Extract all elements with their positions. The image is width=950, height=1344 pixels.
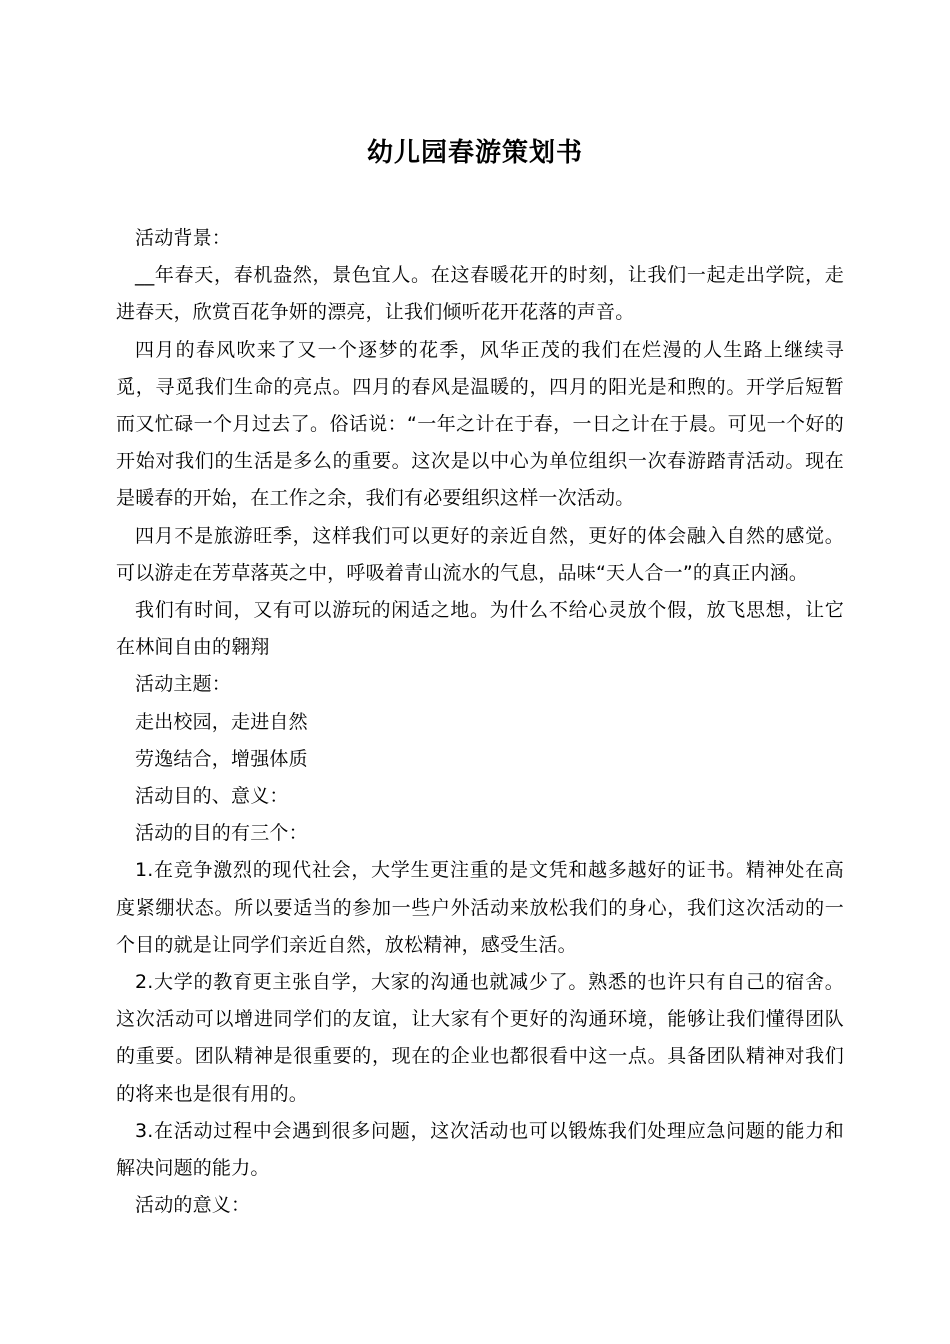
paragraph-background-heading: 活动背景： (135, 227, 232, 249)
paragraph-purpose-heading: 活动目的、意义： (135, 785, 289, 808)
paragraph-april-breeze: 四月的春风吹来了又一个逐梦的花季，风华正茂的我们在烂漫的人生路上继续寻觅，寻觅我们生命的亮点。四月的春风是温暖的，四月的阳光是和煦的。开学后短暂而又忙碌一个月过去了。俗话说：“一年之计在于春，一日之计在于晨。可见一个好的开始对我们的生活是多么的重要。这次是以中心为单位组织一次春游踏青活动。现在是暖春的开始，在工作之余，我们有必要组织这样一次活动。 (116, 338, 844, 510)
paragraph-purpose-3: 3.在活动过程中会遇到很多问题，这次活动也可以锻炼我们处理应急问题的能力和解决问题的能力。 (116, 1119, 844, 1180)
paragraph-theme-line-2: 劳逸结合，增强体质 (135, 747, 308, 770)
paragraph-purpose-count: 活动的目的有三个： (135, 822, 308, 845)
paragraph-free-time: 我们有时间，又有可以游玩的闲适之地。为什么不给心灵放个假，放飞思想，让它在林间自由的翱翔 (116, 599, 844, 659)
paragraph-purpose-1: 1.在竞争激烈的现代社会，大学生更注重的是文凭和越多越好的证书。精神处在高度紧绷状态。所以要适当的参加一些户外活动来放松我们的身心，我们这次活动的一个目的就是让同学们亲近自然，放松精神，感受生活。 (116, 859, 844, 956)
paragraph-april-offseason: 四月不是旅游旺季，这样我们可以更好的亲近自然，更好的体会融入自然的感觉。可以游走在芳草落英之中，呼吸着青山流水的气息，品味“天人合一”的真正内涵。 (116, 524, 844, 584)
document-title: 幼儿园春游策划书 (366, 138, 583, 168)
paragraph-spring-intro: __年春天，春机盎然，景色宜人。在这春暖花开的时刻，让我们一起走出学院，走进春天，欣赏百花争妍的漂亮，让我们倾听花开花落的声音。 (116, 264, 844, 324)
paragraph-meaning-heading: 活动的意义： (135, 1194, 251, 1217)
paragraph-theme-heading: 活动主题： (135, 673, 232, 696)
paragraph-purpose-2: 2.大学的教育更主张自学，大家的沟通也就减少了。熟悉的也许只有自己的宿舍。这次活动可以增进同学们的友谊，让大家有个更好的沟通环境，能够让我们懂得团队的重要。团队精神是很重要的，现在的企业也都很看中这一点。具备团队精神对我们的将来也是很有用的。 (116, 971, 844, 1105)
document-body (116, 220, 844, 1224)
paragraph-theme-line-1: 走出校园，走进自然 (135, 710, 308, 733)
